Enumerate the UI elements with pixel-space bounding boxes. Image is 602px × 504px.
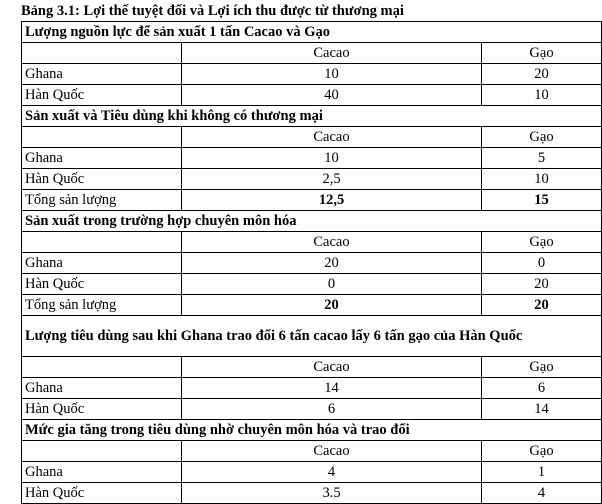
- section-header-row: [22, 316, 602, 357]
- column-header-row: [22, 43, 602, 64]
- gao-value: 0: [482, 253, 602, 274]
- column-header-cacao: Cacao: [182, 357, 482, 378]
- gao-value: 10: [482, 85, 602, 106]
- row-label: Ghana: [22, 148, 182, 169]
- gao-value: 4: [482, 483, 602, 504]
- cacao-total: 20: [182, 295, 482, 316]
- column-header-gao: Gạo: [482, 357, 602, 378]
- gao-total: 20: [482, 295, 602, 316]
- total-row: [22, 295, 602, 316]
- section-title: Lượng tiêu dùng sau khi Ghana trao đổi 6 tấn cacao lấy 6 tấn gạo của Hàn Quốc: [22, 316, 602, 357]
- row-label: Ghana: [22, 253, 182, 274]
- cacao-value: 6: [182, 399, 482, 420]
- row-label: Tổng sản lượng: [22, 295, 182, 316]
- column-header-cacao: Cacao: [182, 43, 482, 64]
- section-header-row: [22, 22, 602, 43]
- column-header-gao: Gạo: [482, 232, 602, 253]
- section-title: Lượng nguồn lực để sản xuất 1 tấn Cacao và Gạo: [22, 22, 602, 43]
- gao-value: 20: [482, 274, 602, 295]
- gao-value: 14: [482, 399, 602, 420]
- cacao-value: 2,5: [182, 169, 482, 190]
- column-header-row: [22, 357, 602, 378]
- column-header-cacao: Cacao: [182, 441, 482, 462]
- cacao-value: 40: [182, 85, 482, 106]
- column-header-cacao: Cacao: [182, 127, 482, 148]
- row-label: Tổng sản lượng: [22, 190, 182, 211]
- cacao-total: 12,5: [182, 190, 482, 211]
- table-row: [22, 64, 602, 85]
- cacao-value: 20: [182, 253, 482, 274]
- cacao-value: 10: [182, 64, 482, 85]
- gao-total: 15: [482, 190, 602, 211]
- cacao-value: 3.5: [182, 483, 482, 504]
- table-row: [22, 148, 602, 169]
- row-label: Ghana: [22, 64, 182, 85]
- column-header-row: [22, 232, 602, 253]
- empty-header-cell: [22, 441, 182, 462]
- comparative-advantage-table: [21, 21, 602, 504]
- row-label: Hàn Quốc: [22, 85, 182, 106]
- gao-value: 6: [482, 378, 602, 399]
- cacao-value: 4: [182, 462, 482, 483]
- gao-value: 20: [482, 64, 602, 85]
- section-header-row: [22, 106, 602, 127]
- column-header-cacao: Cacao: [182, 232, 482, 253]
- column-header-row: [22, 441, 602, 462]
- row-label: Hàn Quốc: [22, 483, 182, 504]
- table-row: [22, 462, 602, 483]
- row-label: Ghana: [22, 462, 182, 483]
- empty-header-cell: [22, 43, 182, 64]
- row-label: Hàn Quốc: [22, 274, 182, 295]
- table-row: [22, 253, 602, 274]
- table-row: [22, 378, 602, 399]
- section-title: Sản xuất và Tiêu dùng khi không có thương mại: [22, 106, 602, 127]
- table-row: [22, 85, 602, 106]
- column-header-gao: Gạo: [482, 43, 602, 64]
- cacao-value: 0: [182, 274, 482, 295]
- column-header-gao: Gạo: [482, 441, 602, 462]
- section-header-row: [22, 420, 602, 441]
- section-header-row: [22, 211, 602, 232]
- cacao-value: 10: [182, 148, 482, 169]
- table-caption: Bảng 3.1: Lợi thế tuyệt đối và Lợi ích thu được từ thương mại: [21, 3, 404, 19]
- column-header-gao: Gạo: [482, 127, 602, 148]
- empty-header-cell: [22, 232, 182, 253]
- gao-value: 1: [482, 462, 602, 483]
- column-header-row: [22, 127, 602, 148]
- empty-header-cell: [22, 357, 182, 378]
- cacao-value: 14: [182, 378, 482, 399]
- section-title: Mức gia tăng trong tiêu dùng nhờ chuyên môn hóa và trao đổi: [22, 420, 602, 441]
- table-row: [22, 483, 602, 504]
- table-row: [22, 399, 602, 420]
- gao-value: 5: [482, 148, 602, 169]
- row-label: Ghana: [22, 378, 182, 399]
- table-row: [22, 169, 602, 190]
- row-label: Hàn Quốc: [22, 399, 182, 420]
- table-row: [22, 274, 602, 295]
- row-label: Hàn Quốc: [22, 169, 182, 190]
- section-title: Sản xuất trong trường hợp chuyên môn hóa: [22, 211, 602, 232]
- empty-header-cell: [22, 127, 182, 148]
- gao-value: 10: [482, 169, 602, 190]
- total-row: [22, 190, 602, 211]
